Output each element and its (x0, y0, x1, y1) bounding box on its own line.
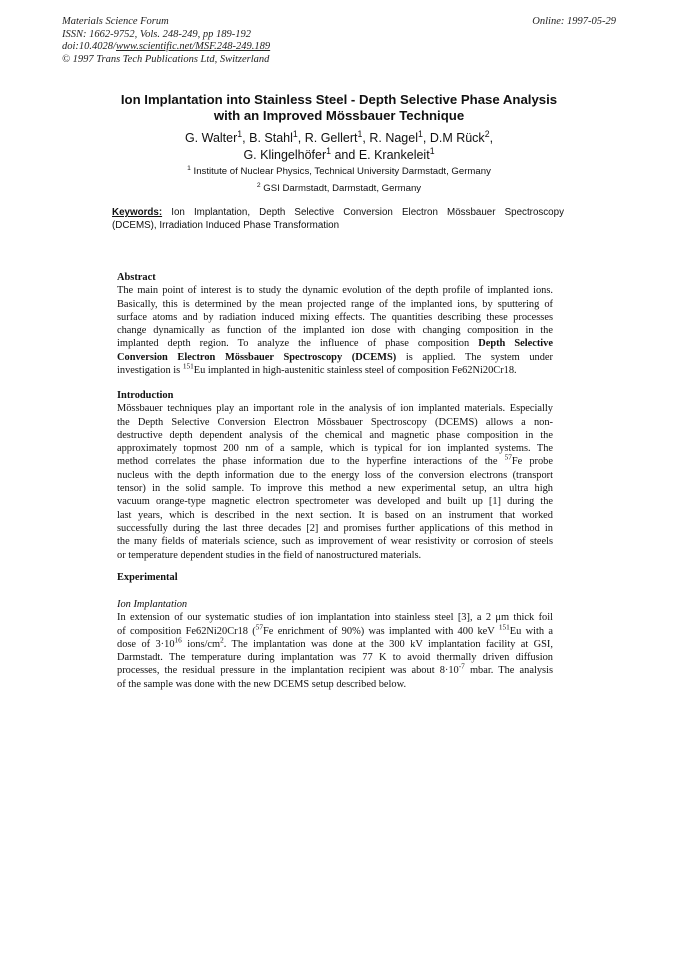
affiliation-marker: 1 (292, 128, 298, 139)
author-line-1: G. Walter$^1$, B. Stahl$^1$, R. Gellert$^1$, R. Nagel$^1$, D.M Rück$^2$, (184, 128, 494, 145)
author-name: D.M Rück (429, 131, 485, 145)
ion-implantation-subsection: Ion Implantation In extension of our systematic studies of ion implantation into stainless steel [3], a 2 μm thick foil of composition Fe62Ni20Cr18 ($^{57}$Fe enrichment of 90%) was implanted with 400 keV $^{151}$Eu with a dose of $3\cdot 10^{16}$ ions/$cm^2$. The implantation was done at the 300 kV implantation facility at GSI, Darmstadt. The temperature during implantation was 77 K to avoid thermally driven diffusion processes, the residual pressure in the implantation recipient was about $8\cdot 10^{-7}$ mbar. The analysis of the sample was done with the new DCEMS setup described below. (117, 599, 554, 690)
ion-implantation-subheading: Ion Implantation (117, 599, 188, 610)
keywords-label: Keywords: (112, 207, 163, 218)
experimental-section (117, 571, 553, 584)
online-date: Online: 1997-05-29 (532, 16, 616, 27)
affiliation-1: $^1$ Institute of Nuclear Physics, Technical University Darmstadt, Germany (187, 164, 491, 177)
journal-name: Materials Science Forum (62, 16, 169, 27)
affiliation-marker: 2 (484, 128, 490, 139)
author-name: R. Nagel (369, 131, 418, 145)
experimental-heading: Experimental (117, 572, 178, 583)
title-line-2: with an Improved Mössbauer Technique (213, 108, 465, 123)
author-name: E. Krankeleit (358, 148, 430, 162)
affiliation-marker: 1 (429, 145, 435, 156)
keywords-line-2: (DCEMS), Irradiation Induced Phase Transformation (112, 220, 340, 231)
affiliation-marker: 1 (357, 128, 363, 139)
affiliation-2: $^2$ GSI Darmstadt, Darmstadt, Germany (256, 181, 422, 194)
author-name: R. Gellert (304, 131, 358, 145)
copyright-line: © 1997 Trans Tech Publications Ltd, Switzerland (62, 53, 270, 65)
introduction-section: Introduction Mössbauer techniques play an important role in the analysis of ion implanted materials. Especially the Depth Selective Conversion Electron Mössbauer Spectroscopy (DCEMS) allows a non- destructive depth dependent analysis of the chemical and magnetic phase composition in the approximately topmost 200 nm of a sample, which is typical for ion implanted systems. The method correlates the phase information due to the hyperfine interactions of the $^{57}$Fe probe nucleus with the depth information due to the energy loss of the conversion electrons (transport tensor) in the solid sample. To improve this method a new experimental setup, an ultra high vacuum orange-type magnetic electron spectrometer was developed and built up [1] during the last years, which is described in the next section. It is based on an instrument that worked successfully during the last three decades [2] and promises further applications of this method in the many fields of materials science, such as improvement of wear resistivity or corrosion of steels or temperature dependent studies in the field of nanostructured materials. (117, 390, 553, 561)
keywords-line-1: Keywords: Ion Implantation, Depth Selective Conversion Electron Mössbauer Spectroscopy (112, 207, 564, 218)
doi-prefix: doi:10.4028/ (62, 41, 116, 52)
affiliation-marker: 1 (326, 145, 331, 156)
author-list (0, 130, 678, 164)
doi-line (62, 41, 270, 54)
author-name: G. Klingelhöfer (243, 148, 327, 162)
keywords-block (112, 206, 564, 232)
introduction-heading: Introduction (117, 390, 174, 401)
issn-line: ISSN: 1662-9752, Vols. 248-249, pp 189-192 (62, 28, 251, 40)
title-line-1: Ion Implantation into Stainless Steel - Depth Selective Phase Analysis (120, 92, 558, 107)
abstract-section: Abstract The main point of interest is to study the dynamic evolution of the depth profile of implanted ions. Basically, this is determined by the mean projected range of the implanted ions, by sputtering of surface atoms and by radiation induced mixing effects. The quantities describing these processes change dynamically as function of the implanted ion dose with changing composition in the implanted depth region. To analyze the influence of phase composition Depth Selective Conversion Electron Mössbauer Spectroscopy (DCEMS) is applied. The system under investigation is $^{151}$Eu implanted in high-austenitic stainless steel of composition Fe62Ni20Cr18. (117, 272, 553, 377)
affiliation-marker: 1 (237, 128, 243, 139)
affiliation-marker: 1 (417, 128, 423, 139)
author-name: G. Walter (184, 131, 238, 145)
doi-link[interactable]: www.scientific.net/MSF.248-249.189 (115, 41, 271, 52)
author-name: B. Stahl (249, 131, 293, 145)
publication-info (62, 16, 270, 66)
author-line-2: G. Klingelhöfer$^1$ and E. Krankeleit$^1$ (243, 145, 435, 162)
abstract-heading: Abstract (117, 272, 156, 283)
paper-title (0, 92, 678, 124)
